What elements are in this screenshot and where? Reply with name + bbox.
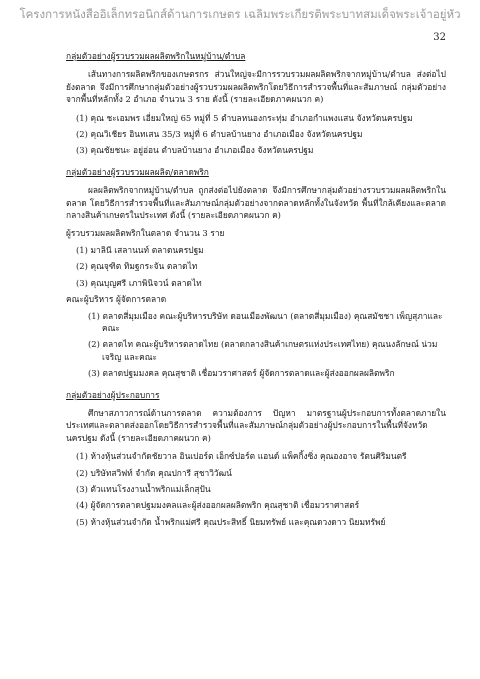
list-item: (1) ตลาดสี่มุมเมือง คณะผู้บริหารบริษัท ดอนเมืองพัฒนา (ตลาดสี่มุมเมือง) คุณสมัชชา เพ็ญสุภาและคณะ — [88, 310, 443, 333]
list-item: (1) คุณ ชะเอมพร เอี่ยมใหญ่ 65 หมู่ที่ 5 ตำบลหนองกระทุ่ม อำเภอกำแพงแสน จังหวัดนครปฐม — [76, 112, 413, 123]
list-item: (3) ตลาดปฐมมงคล คุณสุชาติ เชื่อมวราศาสตร์ ผู้จัดการตลาดและผู้ส่งออกผลผลิตพริก — [88, 368, 395, 379]
list-item: (3) คุณบุญศรี เภาพินิจวน์ ตลาดไท — [76, 277, 202, 288]
section-heading-entrepreneurs: กลุ่มตัวอย่างผู้ประกอบการ — [66, 389, 160, 400]
list-item: (1) มาลินี เสลานนท์ ตลาดนครปฐม — [76, 244, 204, 255]
section-paragraph: เส้นทางการผลิตพริกของเกษตรกร ส่วนใหญ่จะมีการรวบรวมผลผลิตพริกจากหมู่บ้าน/ตำบล ส่งต่อไปยังตลาด จึงมีการศึกษากลุ่มตัวอย่างผู้รวบรวมผลผลิตพริกโดยวิธีการสำรวจพื้นที่และสัมภาษณ์ กลุ่มตัวอย่างจากพื้นที่หลักทั้ง 2 อำเภอ จำนวน 3 ราย ดังนี้ (รายละเอียดภาคผนวก ค) — [66, 69, 446, 105]
page-body — [66, 50, 446, 532]
list-item: (2) คุณวิเชียร อินทเสน 35/3 หมู่ที่ 6 ตำบลบ้านยาง อำเภอเมือง จังหวัดนครปฐม — [76, 129, 363, 140]
subheading-collectors: ผู้รวบรวมผลผลิตพริกในตลาด จำนวน 3 ราย — [66, 228, 225, 239]
subheading-committee: คณะผู้บริหาร ผู้จัดการตลาด — [66, 294, 167, 305]
list-item: (2) บริษัทสวิฟท์ จำกัด คุณปการี สุชาวิวัฒน์ — [76, 467, 232, 478]
list-item: (2) คุณจุฑิต ทิมฐกระจัน ตลาดไท — [76, 261, 198, 272]
section-paragraph: ศึกษาสภาวการณ์ด้านการตลาด ความต้องการ ปัญหา มาตรฐานผู้ประกอบการทั้งตลาดภายในประเทศและตลาดส่งออกโดยวิธีการสำรวจพื้นที่และสัมภาษณ์กลุ่มตัวอย่างผู้ประกอบการในพื้นที่จังหวัดนครปฐม ดังนี้ (รายละเอียดภาคผนวก ค) — [66, 407, 446, 443]
section-paragraph: ผลผลิตพริกจากหมู่บ้าน/ตำบล ถูกส่งต่อไปยังตลาด จึงมีการศึกษากลุ่มตัวอย่างรวบรวมผลผลิตพริกในตลาด โดยวิธีการสำรวจพื้นที่และสัมภาษณ์กลุ่มตัวอย่างจากตลาดหลักทั้งในจังหวัด พื้นที่ใกล้เคียงและตลาดกลางสินค้าเกษตรในประเทศ ดังนี้ (รายละเอียดภาคผนวก ค) — [66, 185, 446, 221]
list-item: (1) ห้างหุ้นส่วนจำกัดชัยวาล อินเปอร์ต เอ็กซ์ปอร์ต แอนด์ แพ็คกิ้งซิ่ง คุณองอาจ รัตนศิริมนตรี — [76, 451, 407, 462]
list-item: (3) คุณชัยชนะ อยู่อ่อน ตำบลบ้านยาง อำเภอเมือง จังหวัดนครปฐม — [76, 145, 314, 156]
section-heading-village-collectors: กลุ่มตัวอย่างผู้รวบรวมผลผลิตพริกในหมู่บ้าน/ตำบล — [66, 51, 246, 61]
list-item: (3) ตัวแทนโรงงานน้ำพริกแม่เล็กสุปัน — [76, 483, 211, 494]
section-heading-market-collectors: กลุ่มตัวอย่างผู้รวบรวมผลผลิต/ตลาดพริก — [66, 166, 209, 177]
list-item: (5) ห้างหุ้นส่วนจำกัด น้ำพริกแม่ศรี คุณประสิทธิ์ นิยมทรัพย์ และคุณดวงดาว นิยมทรัพย์ — [76, 516, 386, 527]
list-item: (2) ตลาดไท คณะผู้บริหารตลาดไทย (ตลาดกลางสินค้าเกษตรแห่งประเทศไทย) คุณนงลักษณ์ น่วมเจริญ และคณะ — [88, 339, 438, 362]
list-item: (4) ผู้จัดการตลาดปฐมมงคลและผู้ส่งออกผลผลิตพริก คุณสุชาติ เชื่อมวราศาสตร์ — [76, 500, 360, 511]
running-header: โครงการหนังสืออิเล็กทรอนิกส์ด้านการเกษตร เฉลิมพระเกียรติพระบาทสมเด็จพระเจ้าอยู่หัว — [19, 7, 461, 21]
page-number: 32 — [433, 32, 446, 43]
